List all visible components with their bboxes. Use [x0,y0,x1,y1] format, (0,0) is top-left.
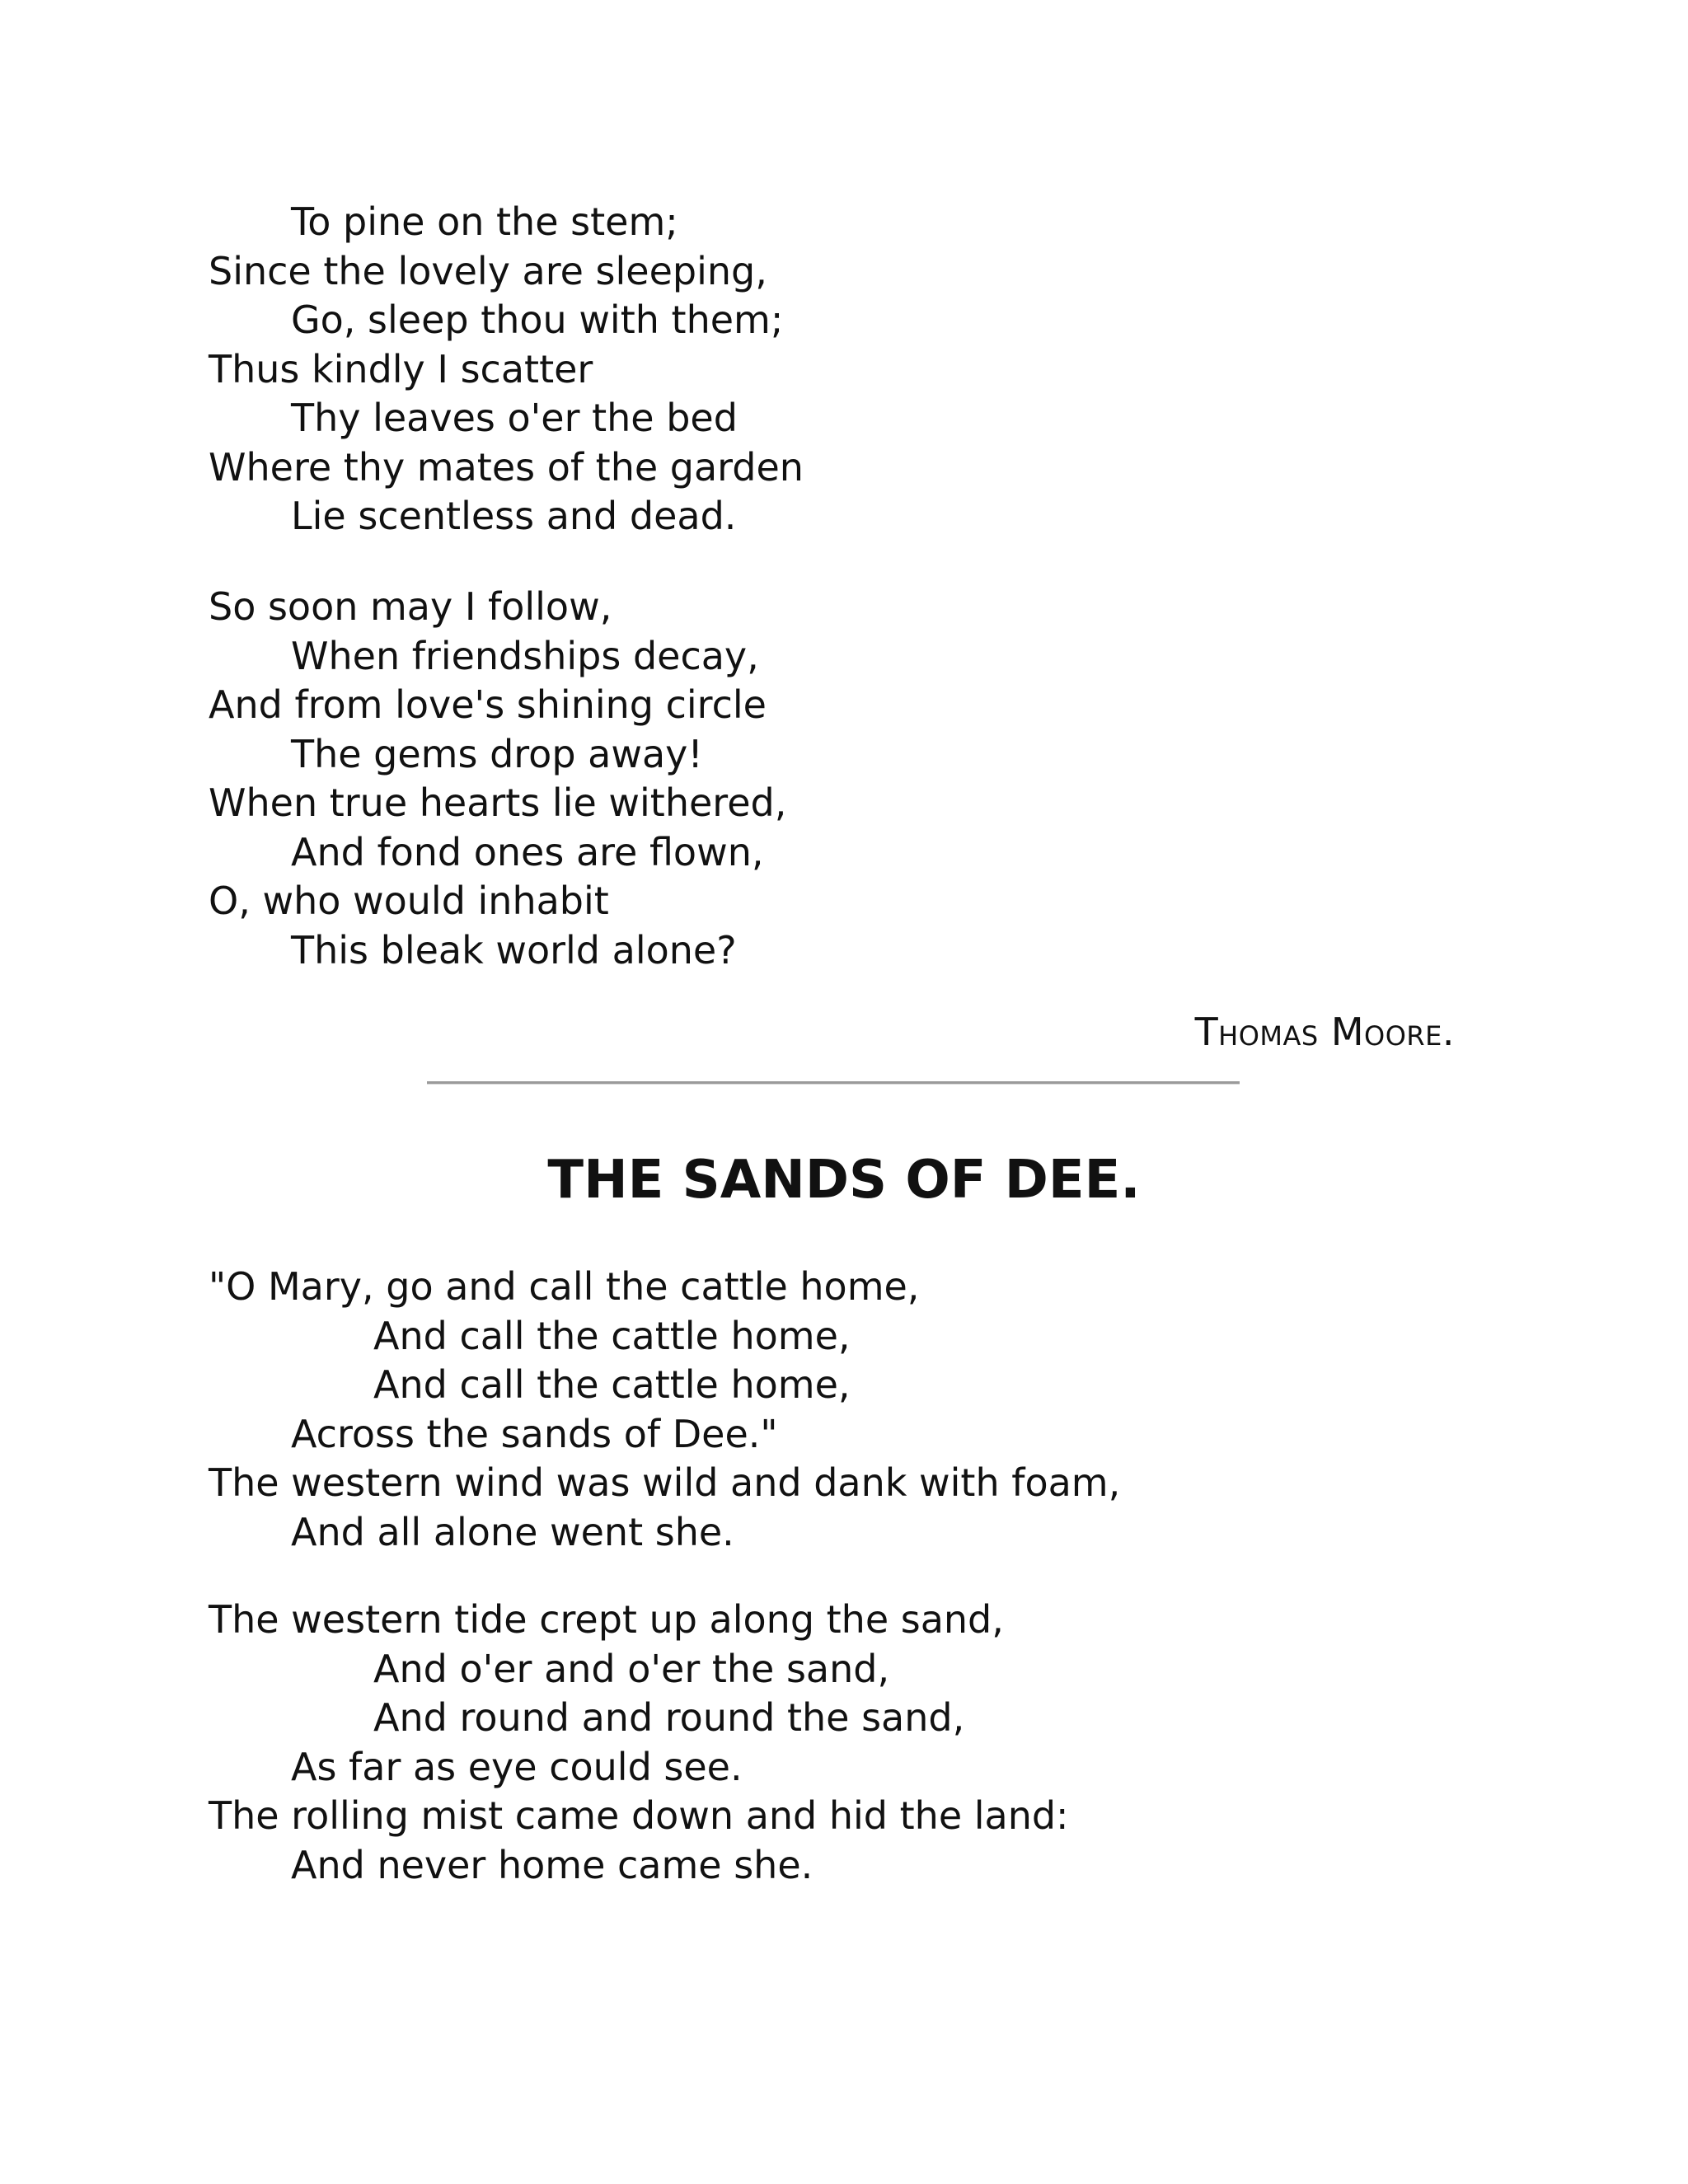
verse-line: And from love's shining circle [209,682,767,727]
verse-line: The western tide crept up along the sand, [209,1597,1004,1642]
verse-line: Go, sleep thou with them; [291,298,784,342]
verse-line: The western wind was wild and dank with foam, [209,1460,1121,1505]
verse-line: To pine on the stem; [291,199,678,244]
verse-line: Lie scentless and dead. [291,494,737,538]
verse-line: So soon may I follow, [209,584,612,629]
verse-line: And o'er and o'er the sand, [373,1646,890,1691]
stanza [209,198,1486,541]
stanza [209,583,1486,975]
verse-line: "O Mary, go and call the cattle home, [209,1264,920,1309]
verse-line: This bleak world alone? [291,927,737,972]
verse-line: O, who would inhabit [209,879,609,923]
verse-line: And fond ones are flown, [291,829,764,874]
section-divider [427,1081,1240,1085]
verse-line: Thus kindly I scatter [209,346,593,391]
verse-line: When friendships decay, [291,633,759,678]
verse-line: Thy leaves o'er the bed [291,396,738,440]
verse-line: Since the lovely are sleeping, [209,248,767,293]
verse-line: The gems drop away! [291,731,703,776]
verse-line: And all alone went she. [291,1509,734,1554]
verse-line: And round and round the sand, [373,1695,965,1740]
verse-line: The rolling mist came down and hid the land: [209,1793,1069,1838]
stanza [209,1263,1486,1557]
verse-line: And never home came she. [291,1842,814,1887]
verse-line: And call the cattle home, [373,1362,851,1407]
verse-line: When true hearts lie withered, [209,780,787,825]
poem-title: THE SANDS OF DEE. [547,1150,1141,1211]
stanza [209,1596,1486,1890]
verse-line: And call the cattle home, [373,1313,851,1358]
verse-line: Where thy mates of the garden [209,444,804,490]
verse-line: Across the sands of Dee." [291,1411,778,1456]
verse-line: As far as eye could see. [291,1744,743,1789]
author-attribution: Thomas Moore. [1194,1010,1455,1054]
